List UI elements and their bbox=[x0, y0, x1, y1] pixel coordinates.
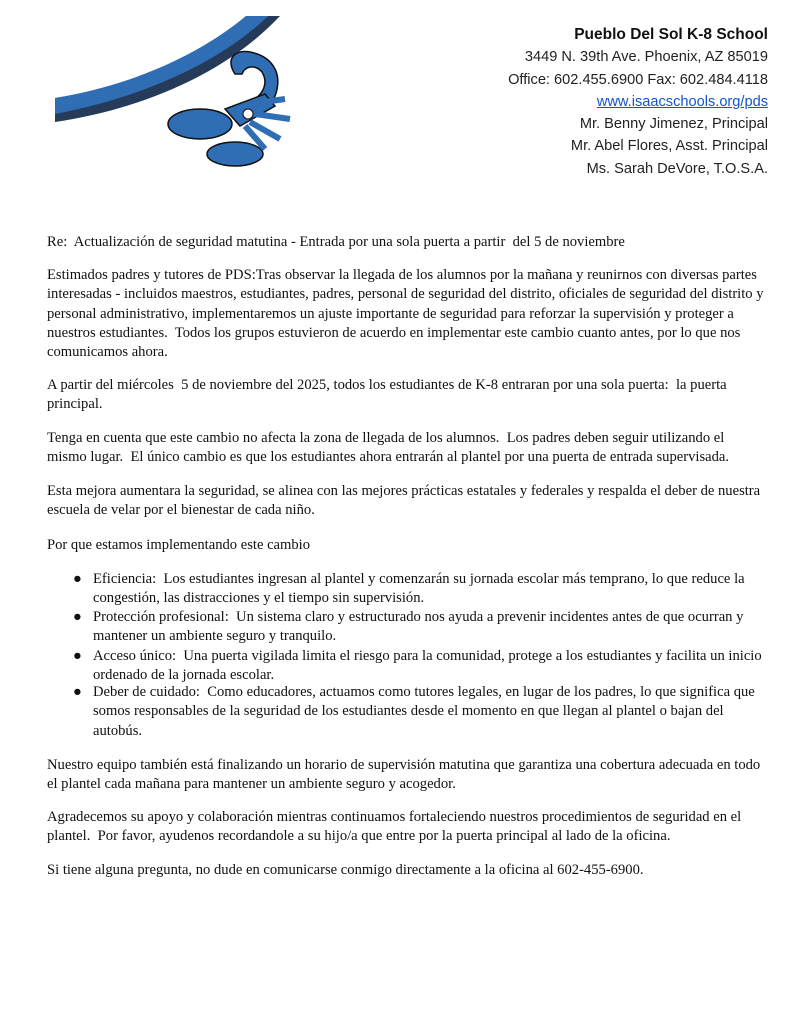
text-line: Acceso único: Una puerta vigilada limita el riesgo para la comunidad, protege a los estudiantes y facilita un inicio bbox=[93, 648, 762, 664]
school-header bbox=[508, 24, 768, 180]
text-line: mismo lugar. El único cambio es que los estudiantes ahora entrarán al plantel por una puerta de entrada supervisada. bbox=[47, 449, 730, 466]
school-address: 3449 N. 39th Ave. Phoenix, AZ 85019 bbox=[524, 49, 768, 66]
text-line: Protección profesional: Un sistema claro y estructurado nos ayuda a prevenir incidentes antes de que ocurran y bbox=[93, 609, 744, 625]
bullet-item bbox=[47, 570, 767, 609]
school-website-link[interactable]: www.isaacschools.org/pds bbox=[596, 93, 768, 110]
school-phones: Office: 602.455.6900 Fax: 602.484.4118 bbox=[508, 71, 768, 88]
text-line: somos responsables de la seguridad de los estudiantes desde el momento en que llegan al plantel o bajan del bbox=[93, 703, 724, 720]
paragraph bbox=[47, 536, 767, 555]
text-line: autobús. bbox=[93, 722, 143, 739]
staff-principal: Mr. Benny Jimenez, Principal bbox=[579, 116, 768, 133]
text-line: ordenado de la jornada escolar. bbox=[93, 667, 275, 684]
text-line: congestión, las distracciones y el tiempo sin supervisión. bbox=[93, 590, 425, 607]
bullet-icon: ● bbox=[73, 684, 82, 700]
text-line: Si tiene alguna pregunta, no dude en comunicarse conmigo directamente a la oficina al 602-455-6900. bbox=[47, 862, 644, 878]
text-line: interesadas - incluidos maestros, estudiantes, padres, personal de seguridad del distrito, oficiales de seguridad del distrito y bbox=[47, 286, 764, 303]
text-line: A partir del miércoles 5 de noviembre del 2025, todos los estudiantes de K-8 entraran por una sola puerta: la puerta bbox=[47, 377, 727, 393]
scorpion-logo bbox=[50, 14, 300, 174]
text-line: Por que estamos implementando este cambio bbox=[47, 537, 311, 553]
bullet-icon: ● bbox=[73, 648, 82, 664]
paragraph bbox=[47, 429, 767, 468]
subject-line bbox=[47, 233, 767, 252]
text-line: Agradecemos su apoyo y colaboración mientras continuamos fortaleciendo nuestros procedimientos de seguridad en el bbox=[47, 809, 742, 825]
text-line: el plantel cada mañana para mantener un ambiente seguro y acogedor. bbox=[47, 776, 456, 793]
text-line: principal. bbox=[47, 396, 103, 413]
bullet-text bbox=[93, 608, 767, 647]
bullet-text bbox=[93, 570, 767, 609]
bullet-text bbox=[93, 683, 767, 741]
text-line: escuela de velar por el bienestar de cada niño. bbox=[47, 502, 315, 519]
bullet-item bbox=[47, 683, 767, 741]
text-line: Esta mejora aumentara la seguridad, se alinea con las mejores prácticas estatales y federales y respalda el deber de nuestra bbox=[47, 483, 761, 499]
text-line: Deber de cuidado: Como educadores, actuamos como tutores legales, en lugar de los padres, lo que significa que bbox=[93, 684, 755, 700]
paragraph bbox=[47, 266, 767, 362]
paragraph bbox=[47, 376, 767, 415]
text-line: mantener un ambiente seguro y tranquilo. bbox=[93, 628, 337, 645]
bullet-icon: ● bbox=[73, 571, 82, 587]
paragraph bbox=[47, 808, 767, 847]
paragraph bbox=[47, 756, 767, 795]
bullet-text bbox=[93, 647, 767, 686]
school-name: Pueblo Del Sol K-8 School bbox=[574, 26, 768, 43]
text-line: nuestros estudiantes. Todos los grupos estuvieron de acuerdo en implementar este cambio cuanto antes, por lo que nos bbox=[47, 324, 741, 341]
text-line: plantel. Por favor, ayudenos recordandole a su hijo/a que entre por la puerta principal al lado de la oficina. bbox=[47, 828, 671, 845]
text-line: comunicamos ahora. bbox=[47, 344, 168, 361]
staff-asst-principal: Mr. Abel Flores, Asst. Principal bbox=[570, 138, 768, 155]
text-line: Eficiencia: Los estudiantes ingresan al plantel y comenzarán su jornada escolar más temprano, lo que reduce la bbox=[93, 571, 745, 587]
bullet-item bbox=[47, 608, 767, 647]
staff-tosa: Ms. Sarah DeVore, T.O.S.A. bbox=[586, 160, 768, 177]
text-line: Estimados padres y tutores de PDS:Tras observar la llegada de los alumnos por la mañana y reunirnos con diversas partes bbox=[47, 267, 757, 283]
text-line: Nuestro equipo también está finalizando un horario de supervisión matutina que garantiza una cobertura adecuada en todo bbox=[47, 757, 761, 773]
paragraph bbox=[47, 861, 767, 880]
text-line: Tenga en cuenta que este cambio no afecta la zona de llegada de los alumnos. Los padres deben seguir utilizando el bbox=[47, 430, 725, 446]
paragraph bbox=[47, 482, 767, 521]
bullet-icon: ● bbox=[73, 609, 82, 625]
text-line: personal administrativo, implementaremos un ajuste importante de seguridad para reforzar la supervisión y proteger a bbox=[47, 305, 734, 322]
bullet-item bbox=[47, 647, 767, 686]
subject-text: Re: Actualización de seguridad matutina - Entrada por una sola puerta a partir del 5 de noviembre bbox=[47, 234, 625, 250]
